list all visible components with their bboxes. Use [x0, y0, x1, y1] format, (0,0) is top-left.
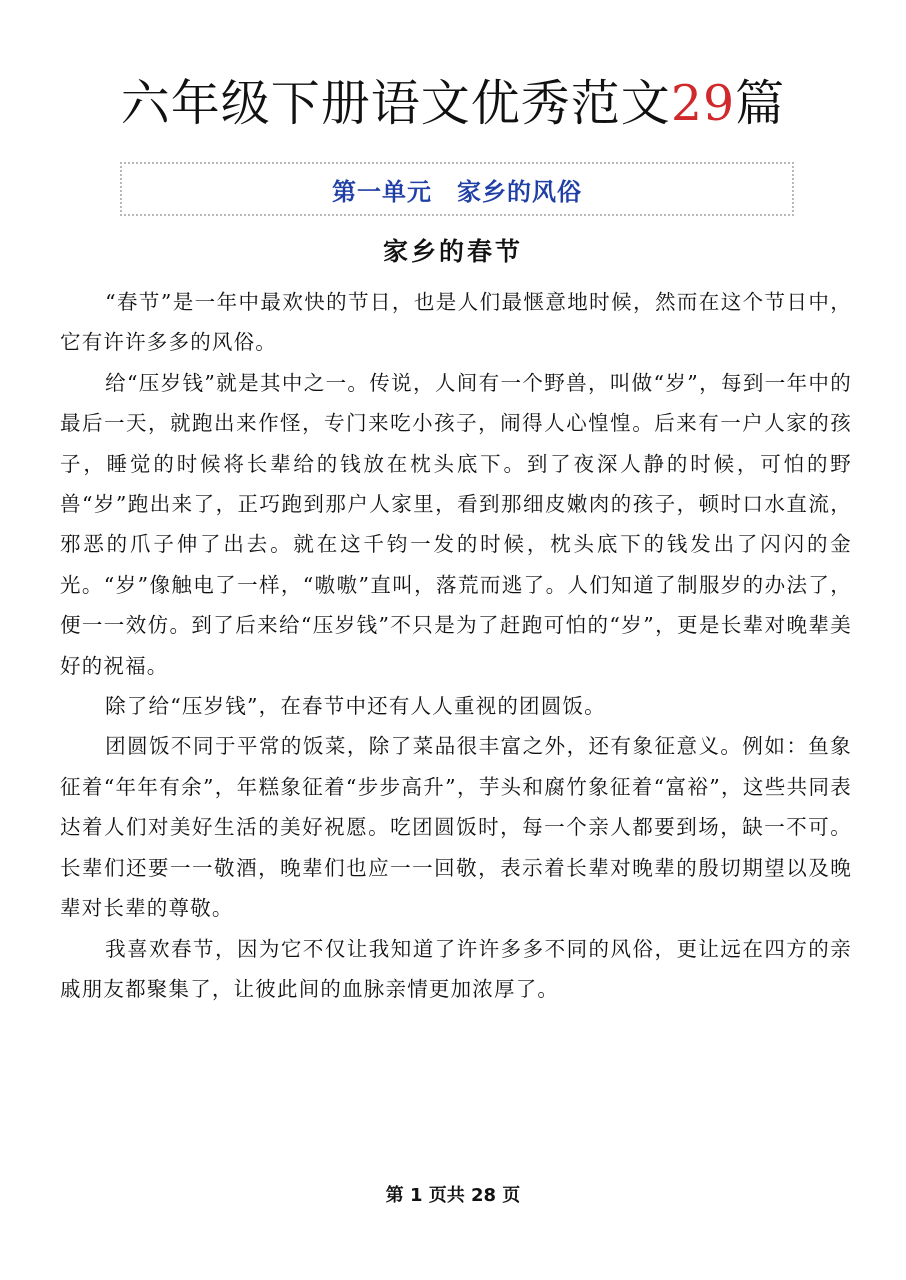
page-footer: 第 1 页共 28 页 — [385, 1185, 521, 1206]
unit-banner — [120, 162, 794, 216]
page-title-number: 29 — [670, 75, 736, 132]
page-title — [0, 72, 906, 136]
page-title-main: 六年级下册语文优秀范文 — [120, 75, 671, 132]
page-title-suffix: 篇 — [735, 75, 786, 132]
unit-label: 第一单元 家乡的风俗 — [332, 177, 582, 206]
paragraph: “春节”是一年中最欢快的节日，也是人们最惬意地时候，然而在这个节日中，它有许许多多的风俗。 — [60, 290, 852, 355]
essay-title: 家乡的春节 — [382, 237, 523, 266]
paragraph: 我喜欢春节，因为它不仅让我知道了许许多多不同的风俗，更让远在四方的亲戚朋友都聚集了，让彼此间的血脉亲情更加浓厚了。 — [60, 936, 852, 1001]
paragraph: 团圆饭不同于平常的饭菜，除了菜品很丰富之外，还有象征意义。例如：鱼象征着“年年有余”，年糕象征着“步步高升”，芋头和腐竹象征着“富裕”，这些共同表达着人们对美好生活的美好祝愿。吃团圆饭时，每一个亲人都要到场，缺一不可。长辈们还要一一敬酒，晚辈们也应一一回敬，表示着长辈对晚辈的殷切期望以及晚辈对长辈的尊敬。 — [60, 734, 852, 921]
essay-body — [60, 282, 852, 1009]
paragraph: 给“压岁钱”就是其中之一。传说，人间有一个野兽，叫做“岁”，每到一年中的最后一天，就跑出来作怪，专门来吃小孩子，闹得人心惶惶。后来有一户人家的孩子，睡觉的时候将长辈给的钱放在枕头底下。到了夜深人静的时候，可怕的野兽“岁”跑出来了，正巧跑到那户人家里，看到那细皮嫩肉的孩子，顿时口水直流，邪恶的爪子伸了出去。就在这千钧一发的时候，枕头底下的钱发出了闪闪的金光。“岁”像触电了一样，“嗷嗷”直叫，落荒而逃了。人们知道了制服岁的办法了，便一一效仿。到了后来给“压岁钱”不只是为了赶跑可怕的“岁”，更是长辈对晚辈美好的祝福。 — [60, 370, 852, 678]
paragraph: 除了给“压岁钱”，在春节中还有人人重视的团圆饭。 — [105, 694, 606, 719]
